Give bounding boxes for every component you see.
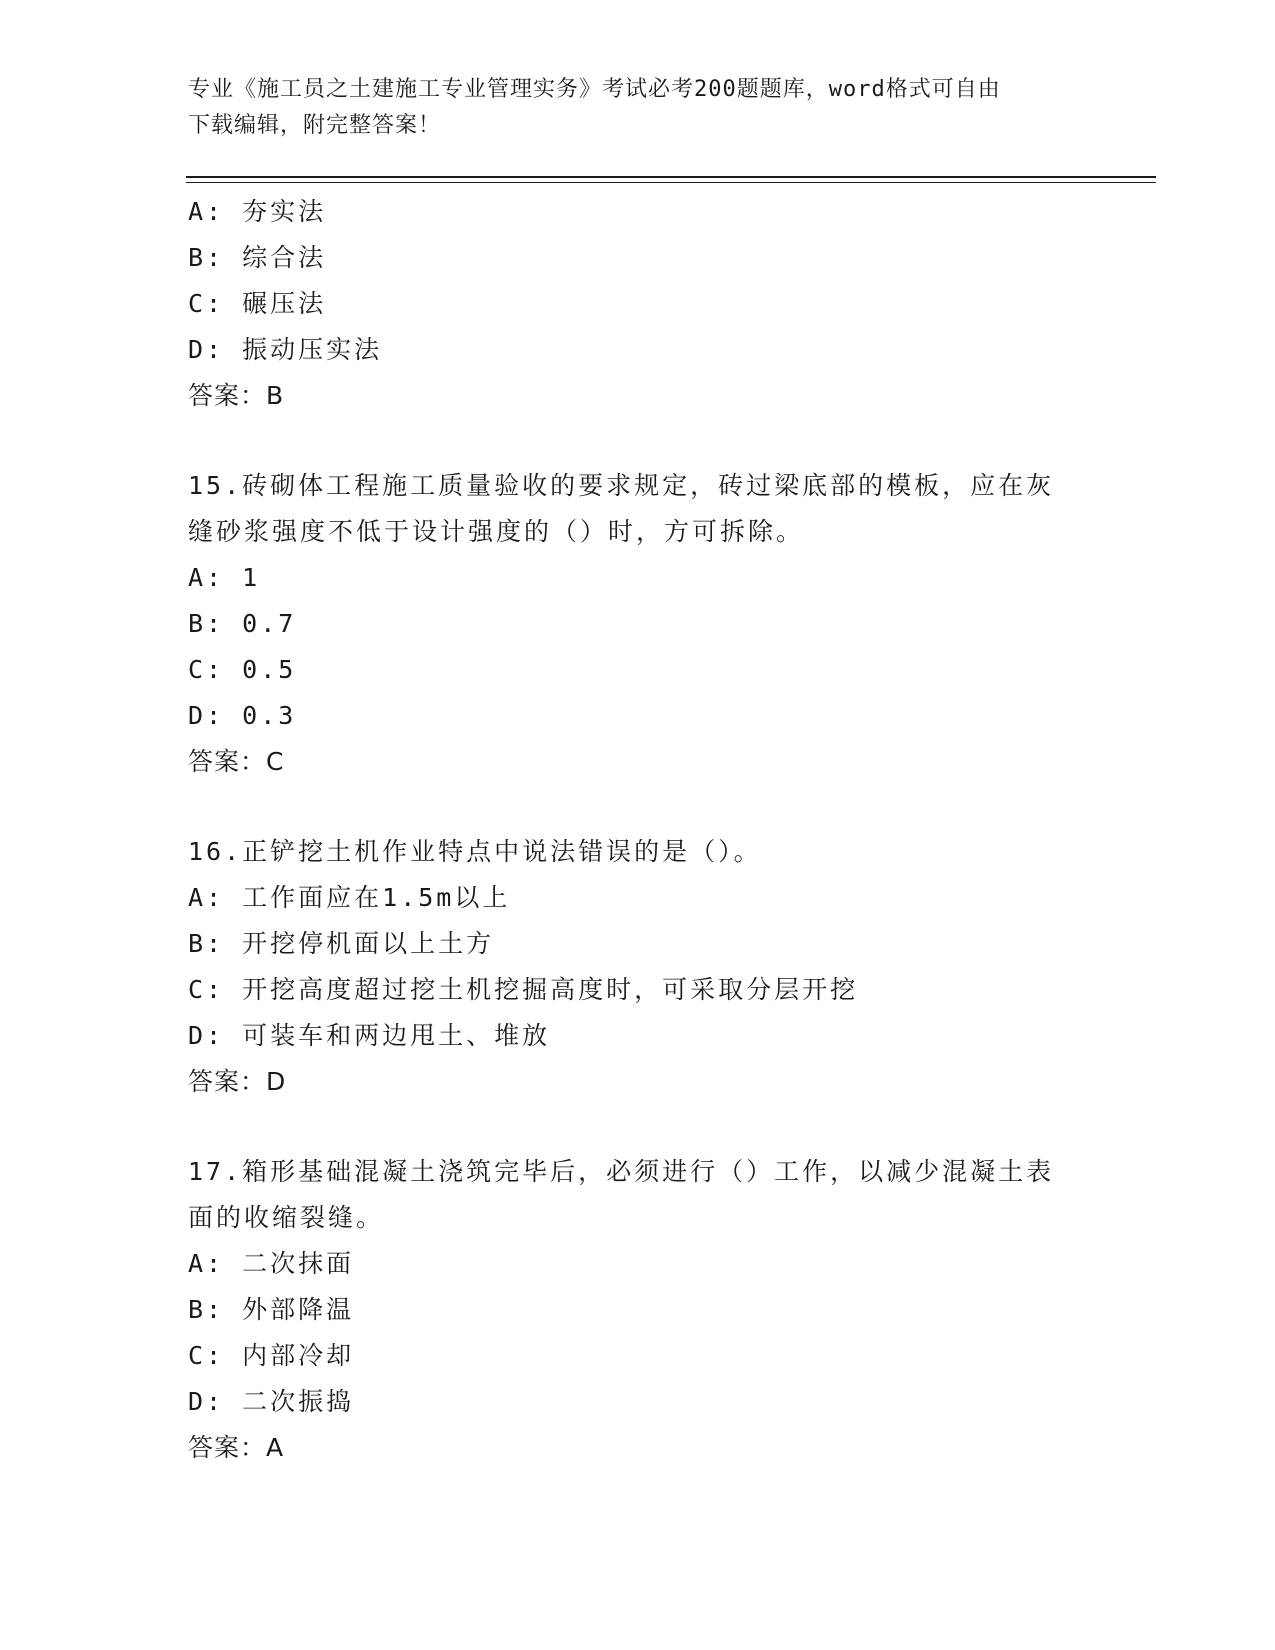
option-a: A: 工作面应在1.5m以上: [188, 883, 511, 912]
question-block: [188, 463, 1088, 785]
option-b: B: 0.7: [188, 609, 297, 638]
option-c: C: 0.5: [188, 655, 297, 684]
option-d: D: 0.3: [188, 701, 297, 730]
header-line-2: 下载编辑，附完整答案！: [188, 113, 442, 138]
question-block: [188, 1149, 1088, 1471]
option-c: C: 内部冷却: [188, 1341, 355, 1370]
question-block: [188, 829, 1088, 1105]
header-divider-thick: [186, 176, 1156, 178]
document-header: [188, 72, 1088, 144]
header-line-1: 专业《施工员之土建施工专业管理实务》考试必考200题题库，word格式可自由: [188, 77, 1001, 102]
block-spacer: [188, 419, 1088, 463]
question-list: [188, 189, 1088, 1471]
answer-line: 答案：B: [188, 381, 285, 410]
question-text-line: 缝砂浆强度不低于设计强度的（）时，方可拆除。: [188, 517, 805, 546]
option-b: B: 综合法: [188, 243, 327, 272]
option-a: A: 1: [188, 563, 261, 592]
option-c: C: 开挖高度超过挖土机挖掘高度时，可采取分层开挖: [188, 975, 859, 1004]
question-text-line: 17.箱形基础混凝土浇筑完毕后，必须进行（）工作，以减少混凝土表: [188, 1157, 1055, 1186]
question-text-line: 15.砖砌体工程施工质量验收的要求规定，砖过梁底部的模板，应在灰: [188, 471, 1055, 500]
option-a: A: 二次抹面: [188, 1249, 355, 1278]
header-divider-thin: [186, 182, 1156, 183]
block-spacer: [188, 785, 1088, 829]
option-a: A: 夯实法: [188, 197, 327, 226]
question-block: [188, 189, 1088, 419]
block-spacer: [188, 1105, 1088, 1149]
option-d: D: 可装车和两边甩土、堆放: [188, 1021, 551, 1050]
option-b: B: 开挖停机面以上土方: [188, 929, 495, 958]
option-d: D: 振动压实法: [188, 335, 383, 364]
answer-line: 答案：C: [188, 747, 285, 776]
option-c: C: 碾压法: [188, 289, 327, 318]
question-text-line: 面的收缩裂缝。: [188, 1203, 385, 1232]
question-text-line: 16.正铲挖土机作业特点中说法错误的是（）。: [188, 837, 762, 866]
option-b: B: 外部降温: [188, 1295, 355, 1324]
answer-line: 答案：A: [188, 1433, 285, 1462]
answer-line: 答案：D: [188, 1067, 287, 1096]
option-d: D: 二次振捣: [188, 1387, 355, 1416]
